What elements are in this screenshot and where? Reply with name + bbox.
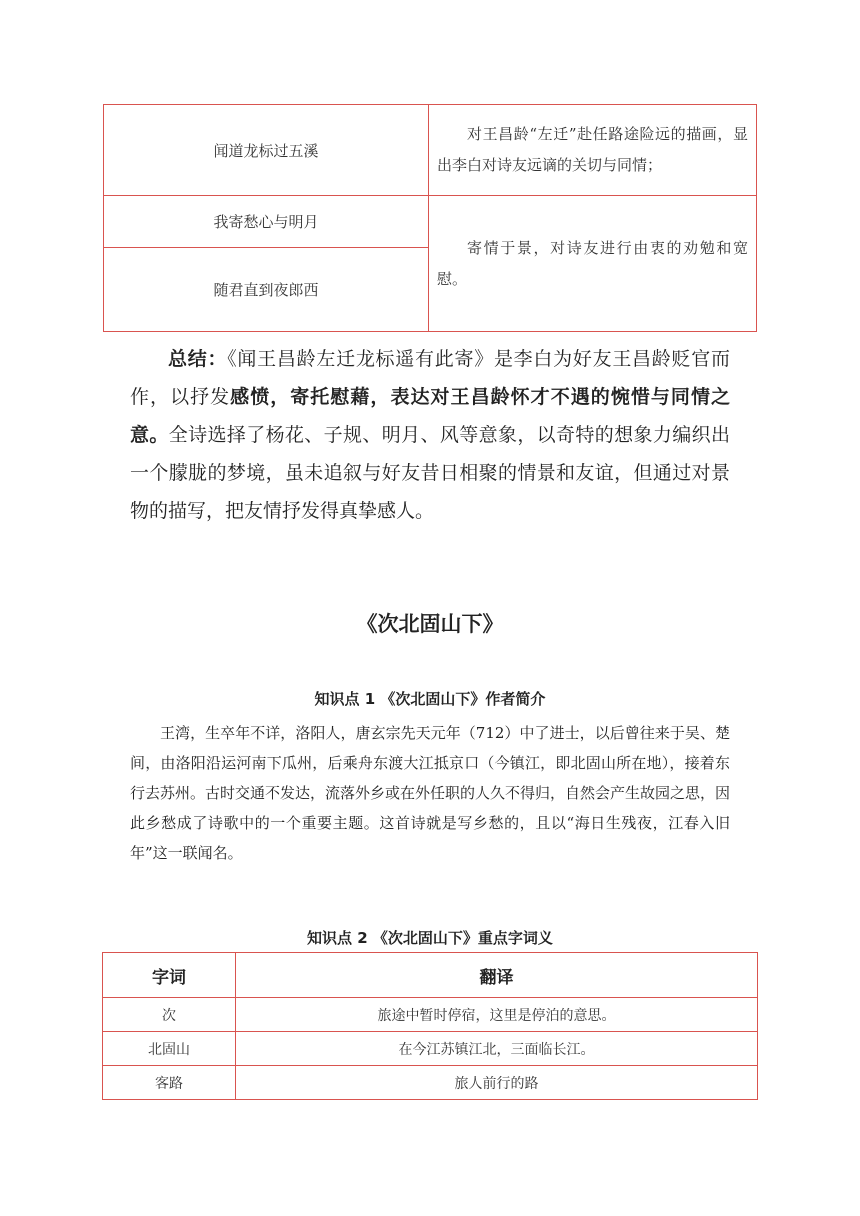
vocab-table: [102, 952, 758, 1100]
table-header-row: [103, 953, 758, 998]
column-header: 字词: [103, 953, 236, 998]
vocab-meaning: 在今江苏镇江北，三面临长江。: [236, 1032, 758, 1066]
vocab-word: 次: [103, 998, 236, 1032]
analysis-cell: 寄情于景，对诗友进行由衷的劝勉和宽慰。: [429, 196, 757, 332]
vocab-word: 北固山: [103, 1032, 236, 1066]
table-row: [104, 196, 757, 248]
poem-title: 《次北固山下》: [356, 612, 504, 636]
column-header: 翻译: [236, 953, 758, 998]
summary-label: 总结：: [168, 348, 228, 370]
summary-text: 全诗选择了杨花、子规、明月、风等意象，以奇特的想象力编织出一个朦胧的梦境，虽未追叙与好友昔日相聚的情景和友谊，但通过对景物的描写，把友情抒发得真挚感人。: [130, 424, 730, 522]
vocab-word: 客路: [103, 1066, 236, 1100]
summary-emphasis: 感愤，寄托慰藉，表达对王昌龄怀才不遇的惋惜与同情之意。: [130, 386, 730, 446]
vocab-meaning: 旅人前行的路: [236, 1066, 758, 1100]
poem-line-cell: 闻道龙标过五溪: [104, 105, 429, 196]
summary-text: 《闻王昌龄左迁龙标遥有此寄》是李白为好友王昌龄贬官而作，以抒发: [130, 348, 730, 408]
poem-line-cell: 随君直到夜郎西: [104, 248, 429, 332]
table-row: [103, 998, 758, 1032]
vocab-meaning: 旅途中暂时停宿，这里是停泊的意思。: [236, 998, 758, 1032]
table-row: [104, 105, 757, 196]
table-row: [103, 1032, 758, 1066]
analysis-cell: 对王昌龄“左迁”赴任路途险远的描画，显出李白对诗友远谪的关切与同情；: [429, 105, 757, 196]
summary-paragraph: [130, 340, 730, 530]
poem-line-cell: 我寄愁心与明月: [104, 196, 429, 248]
poem-analysis-table: [103, 104, 757, 332]
table-row: [103, 1066, 758, 1100]
knowledge-point-title: 知识点 2 《次北固山下》重点字词义: [307, 929, 553, 947]
knowledge-point-title: 知识点 1 《次北固山下》作者简介: [314, 690, 546, 708]
author-bio: 王湾，生卒年不详，洛阳人，唐玄宗先天元年（712）中了进士，以后曾往来于吴、楚间，由洛阳沿运河南下瓜州，后乘舟东渡大江抵京口（今镇江，即北固山所在地），接着东行去苏州。古时交通不发达，流落外乡或在外任职的人久不得归，自然会产生故园之思，因此乡愁成了诗歌中的一个重要主题。这首诗就是写乡愁的，且以“海日生残夜，江春入旧年”这一联闻名。: [130, 724, 731, 862]
